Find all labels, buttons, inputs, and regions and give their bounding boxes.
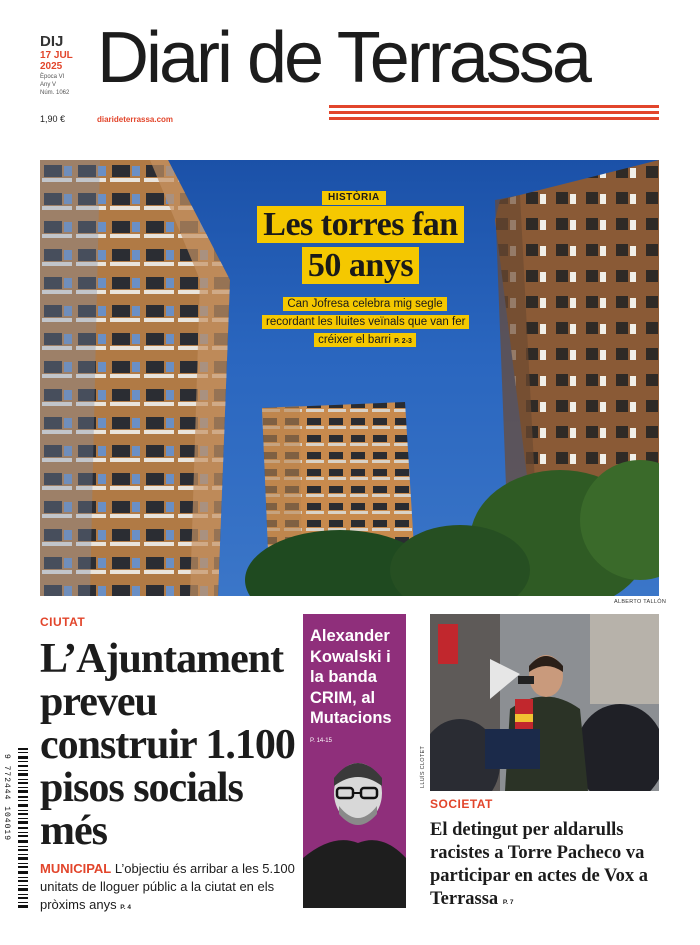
hero-page-ref: P. 2-3 <box>394 338 412 345</box>
issue-year: Any V <box>40 81 57 88</box>
hero-photo-credit: ALBERTO TALLÓN <box>614 599 667 605</box>
culture-promo[interactable] <box>303 614 406 908</box>
barcode-digits: 9 772444 104019 <box>2 754 11 842</box>
issue-day: DIJ <box>40 33 64 50</box>
newspaper-logo[interactable] <box>97 18 659 118</box>
promo-page-ref: P. 14-15 <box>310 738 332 744</box>
main-story-section: CIUTAT <box>40 615 86 629</box>
hero-dek-body: Can Jofresa celebra mig segle recordant les lluites veïnals que van fer créixer el barri <box>266 298 466 346</box>
protest-photo-credit: LLUÍS CLOTET <box>420 745 426 788</box>
hero-subheadline <box>262 294 468 349</box>
hero-headline[interactable] <box>246 204 475 286</box>
hero-section-tag: HISTÒRIA <box>322 191 386 205</box>
issue-price: 1,90 € <box>40 114 66 124</box>
main-story-lead <box>40 860 300 917</box>
logo-text: Diari de Terrassa <box>97 18 589 98</box>
side-story-headline-text: El detingut per aldarulls racistes a Torre Pacheco va participar en actes de Vox a Terrassa <box>430 820 649 909</box>
side-story-page-ref: P. 7 <box>502 899 514 906</box>
hero-dek-text <box>262 297 469 347</box>
side-story-section: SOCIETAT <box>430 797 493 811</box>
hero-headline-text: Les torres fan 50 anys <box>257 206 463 284</box>
logo-rule <box>329 105 659 108</box>
promo-headline: Alexander Kowalski i la banda CRIM, al Mutacions <box>310 627 392 727</box>
issue-epoca: Època VI <box>40 74 65 80</box>
promo-portrait <box>303 738 406 908</box>
protest-illustration <box>430 614 659 791</box>
main-story-page-ref: P. 4 <box>120 904 131 911</box>
side-story-headline[interactable] <box>430 819 662 914</box>
logo-rule <box>329 117 659 120</box>
main-story-lead-text: L’objectiu és arribar a les 5.100 unitats de lloguer públic a la ciutat en els pròxims anys <box>40 861 295 912</box>
issue-info <box>40 34 100 97</box>
protest-photo[interactable] <box>430 614 659 791</box>
issue-date-year: 2025 <box>40 60 63 72</box>
issue-date-day: 17 JUL <box>40 50 73 61</box>
hero-photo[interactable] <box>40 160 659 596</box>
site-url-link[interactable]: diarideterrassa.com <box>97 115 174 124</box>
main-story-headline[interactable]: L’Ajuntament preveu construir 1.100 pisos socials més <box>40 636 295 854</box>
main-story-kicker: MUNICIPAL <box>40 861 112 876</box>
logo-rule <box>329 111 659 114</box>
issue-number: Núm. 1062 <box>40 89 70 96</box>
